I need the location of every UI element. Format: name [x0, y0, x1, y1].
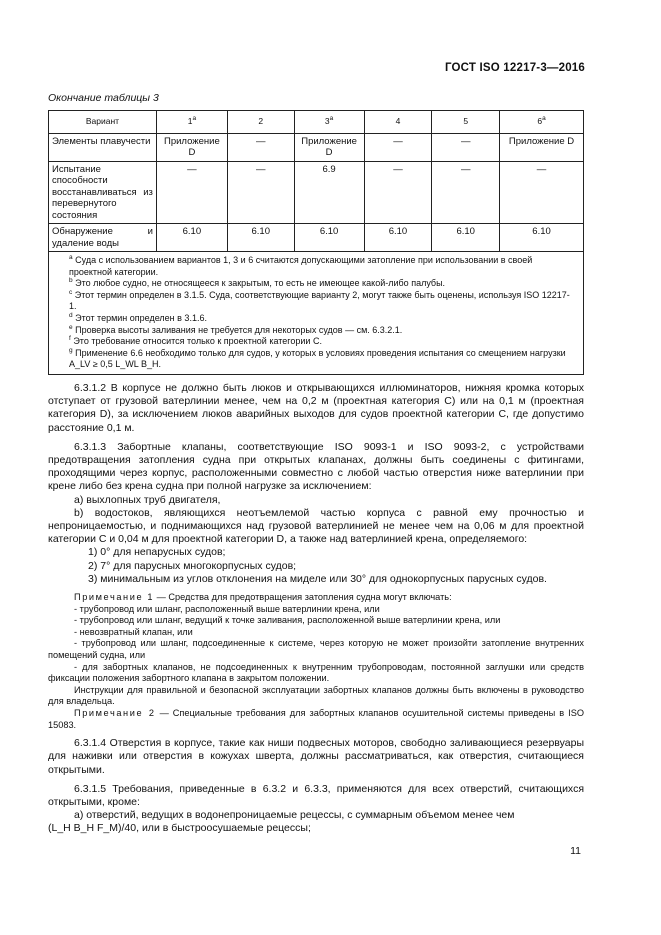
table-cell: 6.10	[364, 224, 432, 252]
note-1: Примечание 1 — Средства для предотвращения затопления судна могут включать: - трубопровод или шланг, расположенный выше ватерлинии крена, или - трубопровод или шланг, ведущий к точке заливания, расположенной выше ватерлинии крена, или - невозвратный клапан, или - трубопровод или шланг, подсоединенные к системе, через которую не может произойти затопление внутренних помещений судна, или - для забортных клапанов, не подсоединенных к внутренним трубопроводам, постоянной заглушки или средств фиксации положения забортного клапана в закрытом положении. Инструкции для правильной и безопасной эксплуатации забортных клапанов должны быть включены в руководство для владельца. Примечание 2 — Специальные требования для забортных клапанов осушительной системы приведены в ISO 15083.	[48, 592, 584, 730]
table-cell: 6.10	[156, 224, 227, 252]
table-caption: Окончание таблицы 3	[48, 92, 159, 104]
note-item: - для забортных клапанов, не подсоединенных к внутренним трубопроводам, постоянной заглушки или средств фиксации положения забортного клапана в закрытом положении.	[48, 661, 584, 684]
table-cell: —	[432, 161, 500, 224]
list-item-a: а) выхлопных труб двигателя,	[74, 493, 221, 506]
table-cell: —	[227, 161, 294, 224]
footnote: $^b$ Это любое судно, не относящееся к закрытым, то есть не имеющее какой-либо палубы.	[69, 277, 446, 289]
table-cell: —	[227, 133, 294, 161]
header-cell-variant: Вариант	[49, 111, 157, 134]
table-cell: Приложение D	[500, 133, 584, 161]
paragraph-6-3-1-2: 6.3.1.2 В корпусе не должно быть люков и открывающихся иллюминаторов, нижняя кромка которых отступает от грузовой ватерлинии менее, чем на 0,2 м (проектная категория C) или на 0,1 м (проектная категория D), за исключением люков аварийных выходов для судов проектной категории C, где допустимо расстояние 0,1 м.	[48, 382, 584, 434]
header-cell-2: 2	[227, 111, 294, 134]
formula-line: (L_H B_H F_M)/40, или в быстроосушаемые рецессы;	[48, 822, 311, 835]
table-cell: Приложение D	[294, 133, 364, 161]
footnote-formula: A_LV ≥ 0,5 L_WL B_H.	[69, 359, 161, 370]
paragraph-6-3-1-3: 6.3.1.3 Забортные клапаны, соответствующие ISO 9093-1 и ISO 9093-2, с устройствами предотвращения затопления судна при открытых клапанах, должны быть соединены с фитингами, проходящими через корпус, расположенными совместно с любой частью отверстия ниже ватерлинии при крене либо без крена судна при полной нагрузке за исключением:	[48, 440, 584, 493]
footnote: $^e$ Проверка высоты заливания не требуется для некоторых судов — см. 6.3.2.1.	[69, 323, 403, 335]
table-cell: 6.10	[500, 224, 584, 252]
table-cell: 6.10	[227, 224, 294, 252]
table-cell: 6.9	[294, 161, 364, 224]
table-cell: —	[432, 133, 500, 161]
table-header-row	[49, 111, 584, 134]
footnote: $^d$ Этот термин определен в 3.1.6.	[69, 311, 207, 323]
paragraph-6-3-1-5: 6.3.1.5 Требования, приведенные в 6.3.2 и 6.3.3, применяются для всех отверстий, считающихся открытыми, кроме:	[48, 782, 584, 808]
footnote: $^c$ Этот термин определен в 3.1.5. Суда, соответствующие варианту 2, могут также быть оценены, используя ISO 12217-1.	[69, 288, 570, 312]
table-cell: —	[156, 161, 227, 224]
list-item-a-recesses: а) отверстий, ведущих в водонепроницаемые рецессы, с суммарным объемом менее чем	[74, 809, 515, 822]
header-cell-4: 4	[364, 111, 432, 134]
row-label: Испытание способности восстанавливаться из перевернутого состояния	[49, 161, 157, 224]
note-item: - трубопровод или шланг, расположенный выше ватерлинии крена, или	[74, 603, 380, 614]
table-cell: —	[500, 161, 584, 224]
body-text	[48, 382, 584, 836]
table-row	[49, 161, 584, 224]
table-footnotes-row	[49, 252, 584, 375]
table-cell: —	[364, 161, 432, 224]
header-cell-5: 5	[432, 111, 500, 134]
row-label: Элементы плавучести	[49, 133, 157, 161]
note-tail: Инструкции для правильной и безопасной эксплуатации забортных клапанов должны быть включены в руководство для владельца.	[48, 684, 584, 707]
footnote: $^g$ Применение 6.6 необходимо только для судов, у которых в условиях проведения испытания со смещением нагрузки A_LV ≥ 0,5 L_WL B_H.	[69, 346, 566, 370]
note-item: - трубопровод или шланг, ведущий к точке заливания, расположенной выше ватерлинии крена, или	[74, 615, 501, 626]
note-item: - невозвратный клапан, или	[74, 626, 193, 637]
list-item-b1: 1) 0° для непарусных судов;	[88, 546, 226, 559]
footnote: $^a$ Суда с использованием вариантов 1, 3 и 6 считаются допускающими затопление при использовании в своей проектной категории.	[69, 254, 533, 277]
list-item-b2: 2) 7° для парусных многокорпусных судов;	[88, 559, 297, 572]
header-cell-6: 6$^a$	[500, 111, 584, 134]
table-cell: 6.10	[294, 224, 364, 252]
row-label: Обнаружение и удаление воды	[49, 224, 157, 252]
note-item: - трубопровод или шланг, подсоединенные к системе, через которую не может произойти затопление внутренних помещений судна, или	[48, 638, 584, 661]
list-item-b: b) водостоков, являющихся неотъемлемой частью корпуса с равной ему прочностью и непроницаемостью, и поднимающихся над грузовой ватерлинией не менее чем на 0,06 м для проектной категории C и 0,04 м для проектной категории D, а также над ватерлинией крена, определяемого:	[48, 506, 584, 546]
note-label: Примечание 2	[74, 707, 156, 718]
table-row	[49, 224, 584, 252]
page-number: 11	[570, 845, 581, 857]
footnote: $^f$ Это требование относится только к проектной категории C.	[69, 335, 322, 347]
header-cell-3: 3$^a$	[294, 111, 364, 134]
standard-header: ГОСТ ISO 12217-3—2016	[444, 62, 585, 74]
table-row	[49, 133, 584, 161]
header-cell-1: 1$^a$	[156, 111, 227, 134]
table-cell: 6.10	[432, 224, 500, 252]
table-footnotes	[49, 252, 584, 375]
note-label: Примечание 1	[74, 592, 155, 603]
variant-table	[48, 110, 584, 375]
list-item-b3: 3) минимальным из углов отклонения на миделе или 30° для однокорпусных парусных судов.	[88, 572, 547, 585]
table-cell: —	[364, 133, 432, 161]
table-cell: Приложение D	[156, 133, 227, 161]
paragraph-6-3-1-4: 6.3.1.4 Отверстия в корпусе, такие как ниши подвесных моторов, свободно заливающиеся резервуары для наживки или отверстия в кожухах шверта, должны рассматриваться, как отверстия, считающиеся открытыми.	[48, 737, 584, 776]
